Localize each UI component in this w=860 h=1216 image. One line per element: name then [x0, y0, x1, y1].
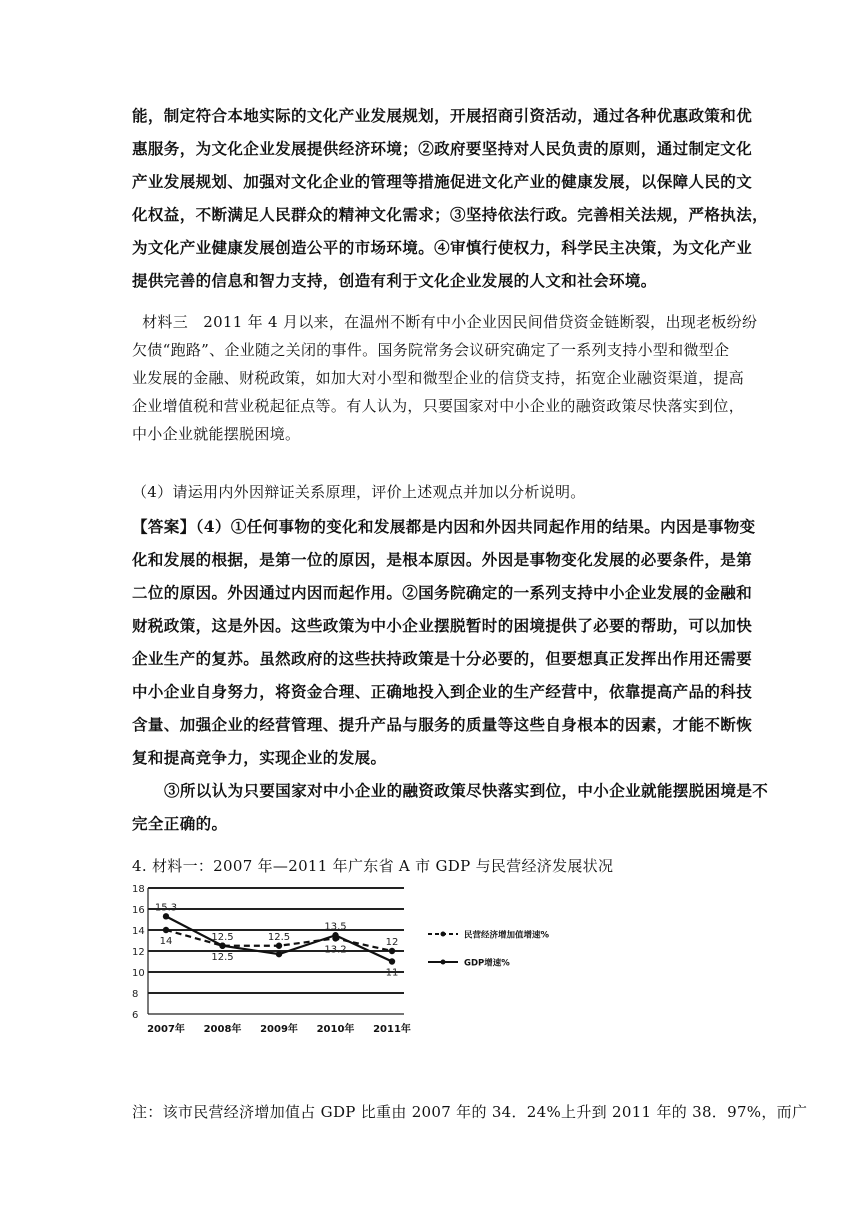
text-line: 二位的原因。外因通过内因而起作用。②国务院确定的一系列支持中小企业发展的金融和: [132, 583, 753, 602]
x-tick-label: 2009年: [260, 1024, 298, 1035]
text-line: 业发展的金融、财税政策，如加大对小型和微型企业的信贷支持，拓宽企业融资渠道，提高: [132, 369, 745, 387]
x-tick-label: 2011年: [373, 1024, 411, 1035]
legend-marker: [441, 960, 446, 965]
gdp-point: [163, 913, 169, 919]
text-line: 中小企业自身努力，将资金合理、正确地投入到企业的生产经营中，依靠提高产品的科技: [132, 682, 753, 701]
gdp-point: [389, 958, 395, 964]
text-line: 4. 材料一：2007 年—2011 年广东省 A 市 GDP 与民营经济发展状况: [132, 857, 614, 875]
text-line: 欠债“跑路”、企业随之关闭的事件。国务院常务会议研究确定了一系列支持小型和微型企: [132, 341, 730, 359]
chart-note: [132, 1098, 808, 1126]
text-line: 提供完善的信息和智力支持，创造有利于文化企业发展的人文和社会环境。: [132, 271, 657, 290]
y-tick-label: 8: [132, 989, 139, 1000]
legend-marker: [441, 932, 446, 937]
x-tick-label: 2007年: [147, 1024, 185, 1035]
gdp-point: [219, 943, 225, 949]
text-line: 复和提高竞争力，实现企业的发展。: [132, 748, 387, 767]
data-label: 13.2: [324, 944, 347, 956]
private-economy-point: [163, 927, 169, 933]
question-four-prompt: [132, 478, 732, 506]
text-line: 能，制定符合本地实际的文化产业发展规划，开展招商引资活动，通过各种优惠政策和优: [132, 106, 753, 125]
gdp-point: [276, 951, 282, 957]
data-label: 12.5: [211, 951, 234, 963]
y-tick-label: 12: [132, 947, 145, 958]
y-tick-label: 18: [132, 884, 145, 895]
text-line: 【答案】（4）①任何事物的变化和发展都是内因和外因共同起作用的结果。内因是事物变: [132, 517, 756, 536]
data-label: 14: [159, 936, 173, 947]
y-tick-label: 10: [132, 968, 145, 979]
text-line: 完全正确的。: [132, 814, 228, 833]
private-economy-point: [389, 948, 395, 954]
text-line: ③所以认为只要国家对中小企业的融资政策尽快落实到位，中小企业就能摆脱困境是不: [164, 781, 769, 800]
legend-label: GDP增速%: [464, 958, 510, 969]
question-four-title: [132, 852, 732, 880]
text-line: 财税政策，这是外因。这些政策为中小企业摆脱暂时的困境提供了必要的帮助，可以加快: [132, 616, 753, 635]
y-tick-label: 16: [132, 905, 145, 916]
text-line: 材料三 2011 年 4 月以来，在温州不断有中小企业因民间借贷资金链断裂，出现老板纷纷: [132, 313, 758, 331]
text-line: 惠服务，为文化企业发展提供经济环境；②政府要坚持对人民负责的原则，通过制定文化: [132, 139, 753, 158]
y-tick-label: 6: [132, 1010, 139, 1021]
text-line: 注：该市民营经济增加值占 GDP 比重由 2007 年的 34．24%上升到 2011 年的 38．97%，而广: [132, 1103, 808, 1121]
text-line: 产业发展规划、加强对文化企业的管理等措施促进文化产业的健康发展，以保障人民的文: [132, 172, 753, 191]
text-line: 化权益，不断满足人民群众的精神文化需求；③坚持依法行政。完善相关法规，严格执法，: [132, 205, 769, 224]
text-line: 企业生产的复苏。虽然政府的这些扶持政策是十分必要的，但要想真正发挥出作用还需要: [132, 649, 753, 668]
data-label: 12: [385, 937, 399, 948]
answer-continuation-paragraph: [132, 99, 769, 297]
gdp-line-chart-svg: [132, 880, 582, 1040]
data-label: 12.5: [211, 931, 234, 943]
text-line: 中小企业就能摆脱困境。: [132, 425, 301, 443]
data-label: 13.5: [324, 921, 347, 933]
text-line: 化和发展的根据，是第一位的原因，是根本原因。外因是事物变化发展的必要条件，是第: [132, 550, 753, 569]
text-line: 为文化产业健康发展创造公平的市场环境。④审慎行使权力，科学民主决策，为文化产业: [132, 238, 753, 257]
x-tick-label: 2010年: [316, 1024, 355, 1035]
y-tick-label: 14: [132, 926, 145, 937]
data-label: 12.5: [267, 931, 291, 943]
gdp-chart: [132, 880, 582, 1040]
data-label: 15.3: [154, 902, 178, 914]
gdp-point: [332, 932, 338, 938]
data-label: 11: [385, 967, 399, 979]
legend-label: 民营经济增加值增速%: [464, 930, 550, 941]
material-three-paragraph: [132, 308, 758, 448]
text-line: （4）请运用内外因辩证关系原理，评价上述观点并加以分析说明。: [132, 483, 586, 501]
text-line: 企业增值税和营业税起征点等。有人认为，只要国家对中小企业的融资政策尽快落实到位，: [132, 397, 745, 415]
x-tick-label: 2008年: [203, 1024, 242, 1035]
private-economy-point: [276, 943, 282, 949]
text-line: 含量、加强企业的经营管理、提升产品与服务的质量等这些自身根本的因素，才能不断恢: [132, 715, 753, 734]
answer-paragraph: [132, 510, 769, 840]
